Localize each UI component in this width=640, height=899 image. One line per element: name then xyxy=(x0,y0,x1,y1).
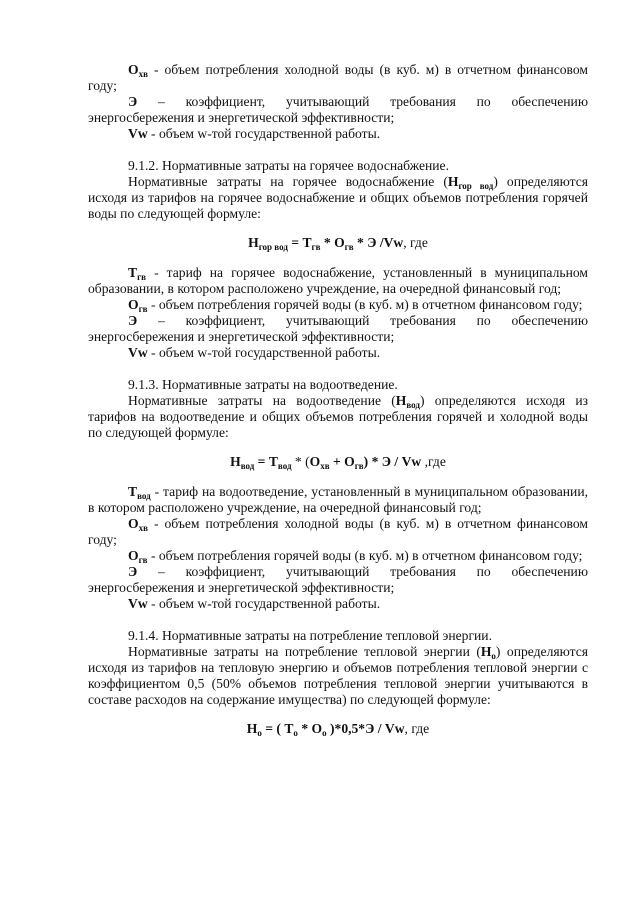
definition-o-xv: $О_{хв}$ - объем потребления холодной воды (в куб. м) в отчетном финансовом году; xyxy=(88,62,588,93)
definition-vw: Vw - объем w-той государственной работы. xyxy=(128,126,381,141)
definition-o-gv: $О_{гв}$ - объем потребления горячей воды (в куб. м) в отчетном финансовом году; xyxy=(128,548,583,565)
definition-e-continuation: энергосбережения и энергетической эффективности; xyxy=(88,110,395,125)
section-heading-hot-water: 9.1.2. Нормативные затраты на горячее водоснабжение. xyxy=(128,158,449,173)
intro-hot-water: Нормативные затраты на горячее водоснабжение $(Н_{гор вод})$ определяются исходя из тарифов на горячее водоснабжение и общих объемов потребления горячей воды по следующей формуле: xyxy=(88,174,588,221)
formula-drainage: $Н_{вод} = Т_{вод} * (О_{хв} + О_{гв}) * Э / Vw$ ,где xyxy=(230,454,446,471)
intro-heat: Нормативные затраты на потребление тепловой энергии $(Н_о)$ определяются исходя из тарифов на тепловую энергию и объемов потребления тепловой энергии с коэффициентом 0,5 (50% объемов потребления тепловой энергии учитываются в составе расходов на содержание имущества) по следующей формуле: xyxy=(88,644,588,707)
definition-e-continuation: энергосбережения и энергетической эффективности; xyxy=(88,580,395,595)
document-page xyxy=(88,62,588,751)
definition-vw: Vw - объем w-той государственной работы. xyxy=(128,345,381,360)
definition-e-line: Э – коэффициент, учитывающий требования по обеспечению xyxy=(128,564,588,579)
intro-drainage: Нормативные затраты на водоотведение $(Н_{вод})$ определяются исходя из тарифов на водоотведение и общих объемов потребления горячей и холодной воды по следующей формуле: xyxy=(88,393,588,440)
formula-hot-water: $Н_{гор вод} = Т_{гв} * О_{гв} * Э$ /Vw, где xyxy=(248,235,428,252)
definition-vw: Vw - объем w-той государственной работы. xyxy=(128,596,381,611)
definition-o-gv: $О_{гв}$ - объем потребления горячей воды (в куб. м) в отчетном финансовом году; xyxy=(128,297,583,314)
formula-heat: $Н_о$ = ( $Т_о * О_о$ )*0,5*Э / Vw, где xyxy=(246,721,430,738)
definition-t-gv: $Т_{гв}$ - тариф на горячее водоснабжение, установленный в муниципальном образовании, в котором расположено учреждение, на очередной финансовый год; xyxy=(88,265,588,296)
definition-e-line: Э – коэффициент, учитывающий требования по обеспечению xyxy=(128,94,588,109)
definition-o-xv: $О_{хв}$ - объем потребления холодной воды (в куб. м) в отчетном финансовом году; xyxy=(88,516,588,547)
definition-t-vod: $Т_{вод}$ - тариф на водоотведение, установленный в муниципальном образовании, в котором расположено учреждение, на очередной финансовый год; xyxy=(88,484,588,515)
definition-e-continuation: энергосбережения и энергетической эффективности; xyxy=(88,329,395,344)
section-heading-drainage: 9.1.3. Нормативные затраты на водоотведение. xyxy=(128,377,398,392)
section-heading-heat: 9.1.4. Нормативные затраты на потребление тепловой энергии. xyxy=(128,628,492,643)
definition-e-line: Э – коэффициент, учитывающий требования по обеспечению xyxy=(128,313,588,328)
